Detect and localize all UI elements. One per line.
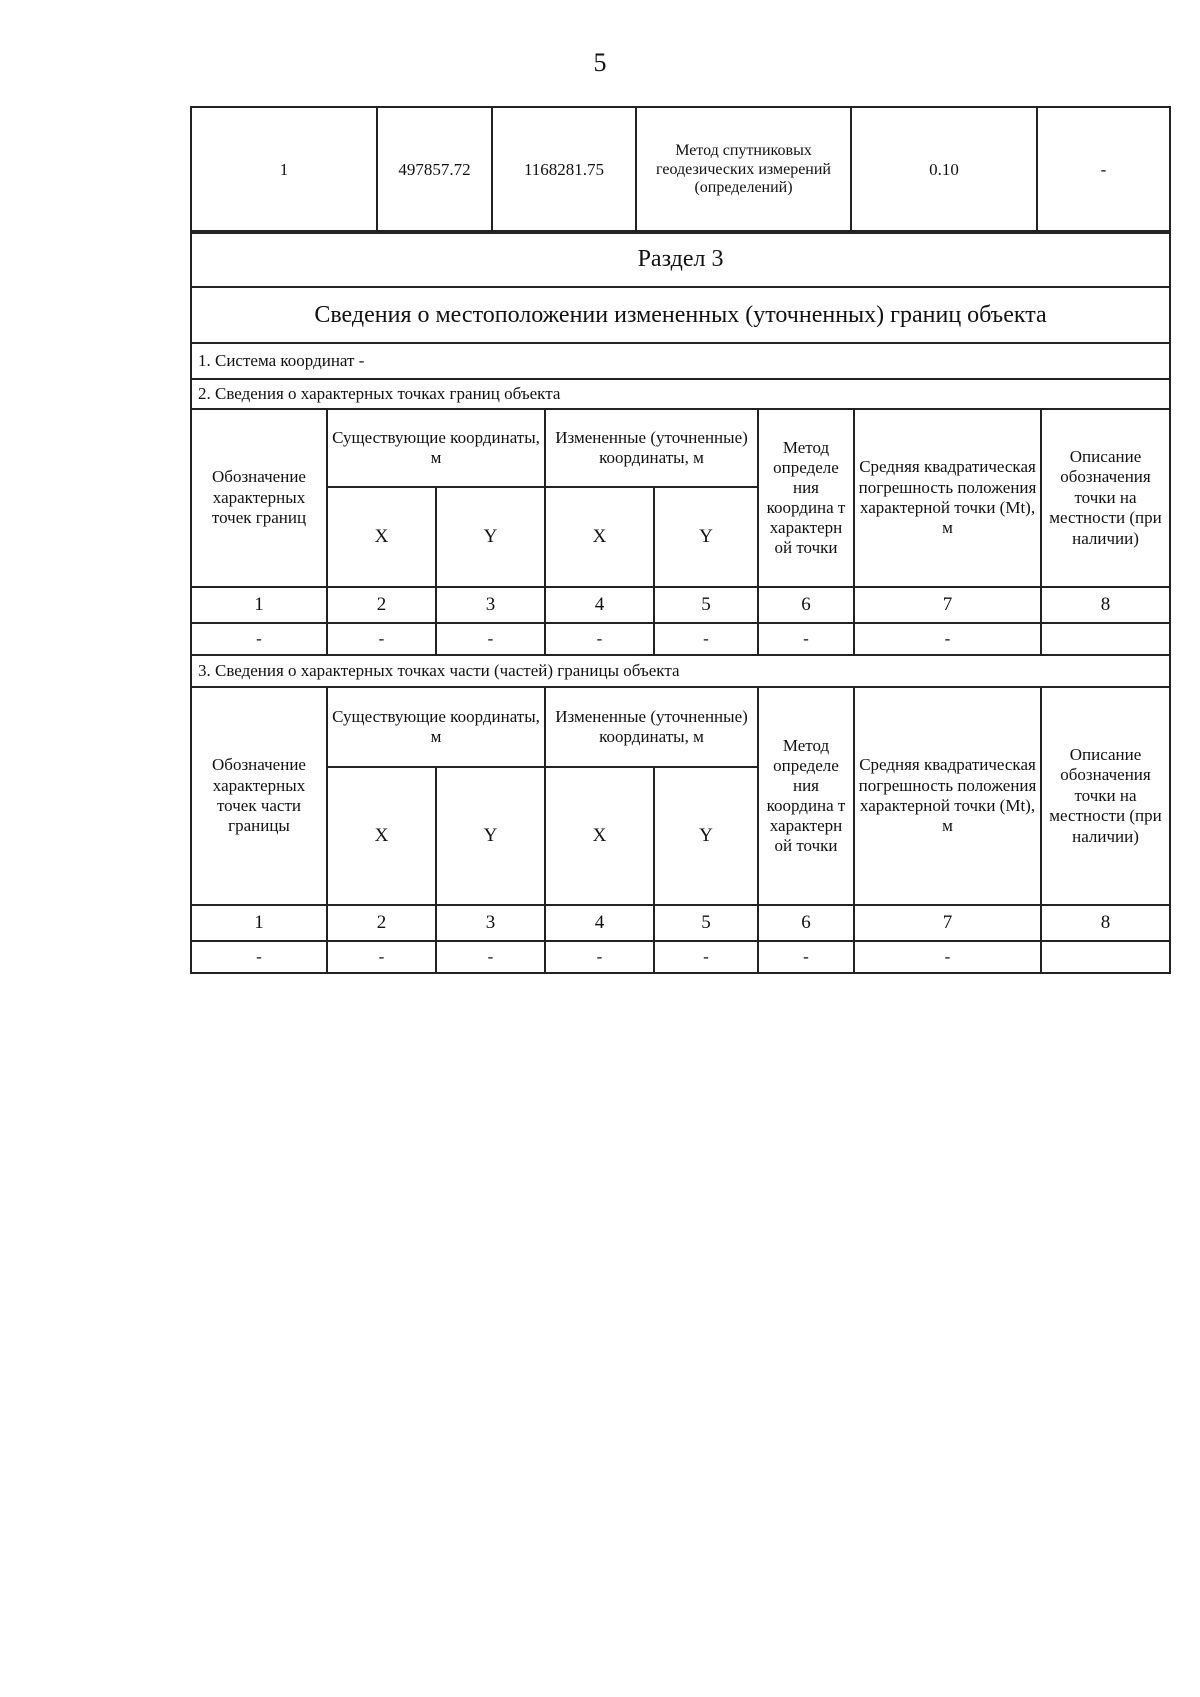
point-coordinates-table <box>190 106 1171 234</box>
table-cell: - <box>327 623 436 655</box>
column-numbers-row <box>191 587 1170 623</box>
existing-coordinates-header: Существующие координаты, м <box>327 687 545 767</box>
x-coordinate-cell: 497857.72 <box>377 107 492 233</box>
table-cell: - <box>758 623 854 655</box>
existing-x-header: X <box>327 767 436 905</box>
column-number: 3 <box>436 587 545 623</box>
changed-y-header: Y <box>654 487 758 587</box>
existing-x-header: X <box>327 487 436 587</box>
subsection-2-row <box>191 379 1170 409</box>
mean-error-header: Средняя квадратическая погрешность положения характерной точки (Mt), м <box>854 687 1041 905</box>
existing-coordinates-header: Существующие координаты, м <box>327 409 545 487</box>
table-cell <box>1041 623 1170 655</box>
table-cell: - <box>436 623 545 655</box>
point-number-cell: 1 <box>191 107 377 233</box>
description-header: Описание обозначения точки на местности (при наличии) <box>1041 409 1170 587</box>
existing-y-header: Y <box>436 487 545 587</box>
column-number: 2 <box>327 587 436 623</box>
table-row <box>191 623 1170 655</box>
mean-error-cell: 0.10 <box>851 107 1037 233</box>
column-number: 2 <box>327 905 436 941</box>
table-cell: - <box>545 941 654 973</box>
changed-coordinates-header: Измененные (уточненные) координаты, м <box>545 409 758 487</box>
page-number: 5 <box>593 48 607 77</box>
column-number: 6 <box>758 587 854 623</box>
changed-x-header: X <box>545 767 654 905</box>
column-number: 5 <box>654 905 758 941</box>
table-cell: - <box>191 941 327 973</box>
subsection-3-heading: 3. Сведения о характерных точках части (частей) границы объекта <box>191 655 1170 687</box>
existing-y-header: Y <box>436 767 545 905</box>
table-cell: - <box>654 623 758 655</box>
column-number: 5 <box>654 587 758 623</box>
table-cell <box>1041 941 1170 973</box>
y-coordinate-cell: 1168281.75 <box>492 107 636 233</box>
column-number: 7 <box>854 587 1041 623</box>
mean-error-header: Средняя квадратическая погрешность положения характерной точки (Mt), м <box>854 409 1041 587</box>
changed-x-header: X <box>545 487 654 587</box>
table-cell: - <box>758 941 854 973</box>
section-3-table <box>190 230 1171 974</box>
header-row <box>191 409 1170 487</box>
method-header: Метод определе ния координа т характерн ой точки <box>758 687 854 905</box>
table-cell: - <box>191 623 327 655</box>
coordinate-system: 1. Система координат - <box>191 343 1170 379</box>
designation-header: Обозначение характерных точек части границы <box>191 687 327 905</box>
changed-coordinates-header: Измененные (уточненные) координаты, м <box>545 687 758 767</box>
method-cell: Метод спутниковых геодезических измерений (определений) <box>636 107 851 233</box>
column-number: 7 <box>854 905 1041 941</box>
section-heading-row <box>191 287 1170 343</box>
subsection-2-heading: 2. Сведения о характерных точках границ объекта <box>191 379 1170 409</box>
subsection-3-row <box>191 655 1170 687</box>
section-heading: Сведения о местоположении измененных (уточненных) границ объекта <box>191 287 1170 343</box>
table-row <box>191 941 1170 973</box>
coordinate-system-row <box>191 343 1170 379</box>
section-title: Раздел 3 <box>191 231 1170 287</box>
table-cell: - <box>854 941 1041 973</box>
column-number: 1 <box>191 905 327 941</box>
table-cell: - <box>436 941 545 973</box>
table-row <box>191 107 1170 233</box>
column-numbers-row <box>191 905 1170 941</box>
column-number: 4 <box>545 905 654 941</box>
table-cell: - <box>854 623 1041 655</box>
section-title-row <box>191 231 1170 287</box>
column-number: 4 <box>545 587 654 623</box>
table-cell: - <box>545 623 654 655</box>
method-header: Метод определе ния координа т характерн ой точки <box>758 409 854 587</box>
changed-y-header: Y <box>654 767 758 905</box>
header-row <box>191 687 1170 767</box>
description-header: Описание обозначения точки на местности (при наличии) <box>1041 687 1170 905</box>
designation-header: Обозначение характерных точек границ <box>191 409 327 587</box>
description-cell: - <box>1037 107 1170 233</box>
column-number: 6 <box>758 905 854 941</box>
column-number: 8 <box>1041 587 1170 623</box>
table-cell: - <box>327 941 436 973</box>
column-number: 1 <box>191 587 327 623</box>
column-number: 3 <box>436 905 545 941</box>
column-number: 8 <box>1041 905 1170 941</box>
table-cell: - <box>654 941 758 973</box>
